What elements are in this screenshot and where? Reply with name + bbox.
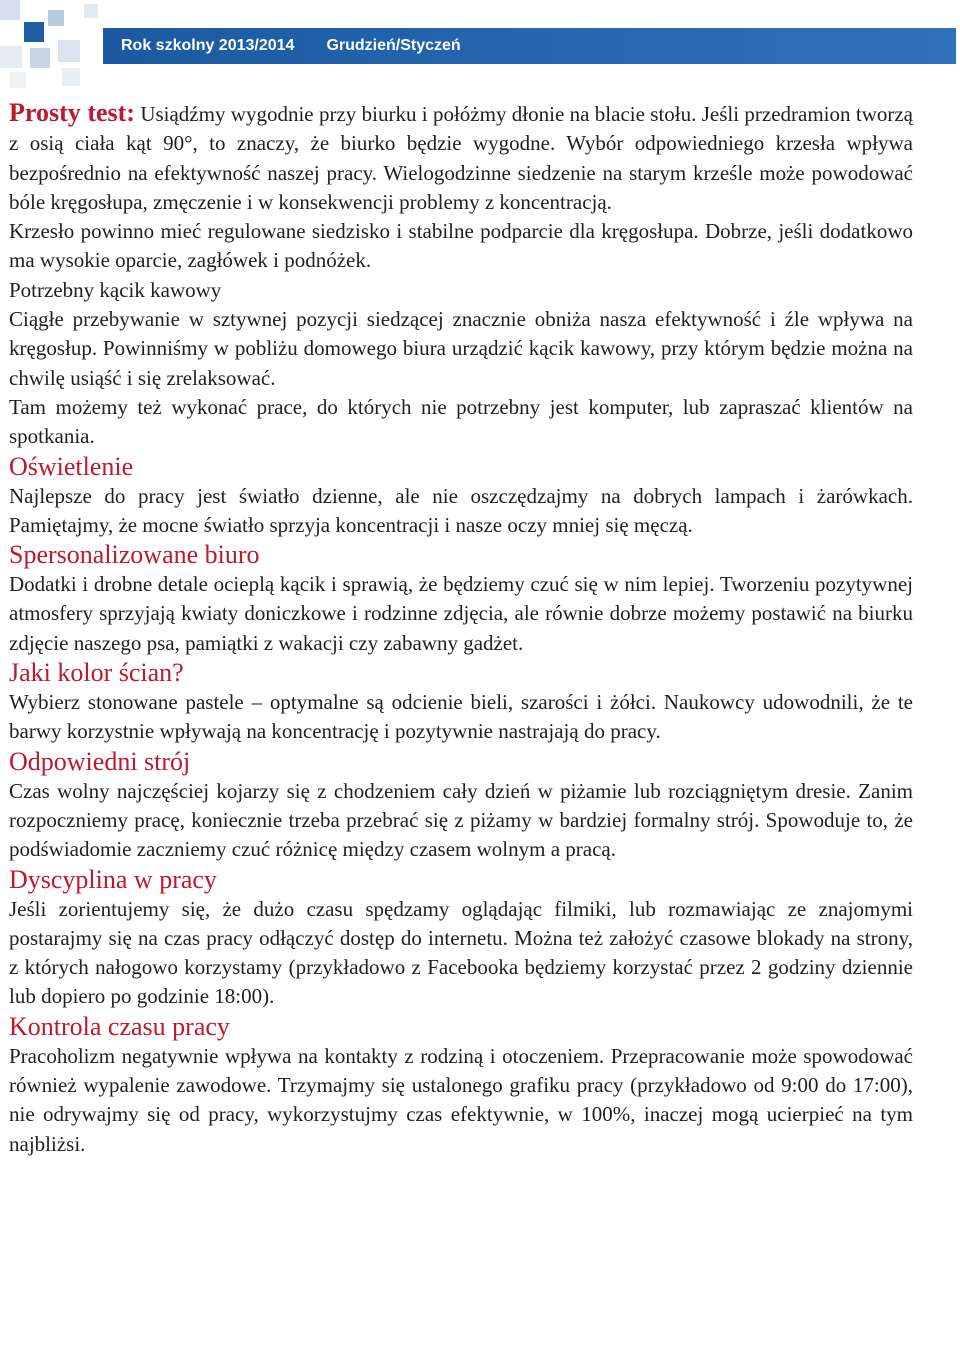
intro-lead: Prosty test: bbox=[9, 98, 135, 127]
section-text-wall-color: Wybierz stonowane pastele – optymalne są odcienie bieli, szarości i żółci. Naukowcy udowodnili, że te barwy korzystnie wpływają na koncentrację i pozytywnie nastrajają do pracy. bbox=[9, 690, 913, 744]
section-text-lighting: Najlepsze do pracy jest światło dzienne, ale nie oszczędzajmy na dobrych lampach i żarówkach. Pamiętajmy, że mocne światło sprzyja koncentracji i nasze oczy mniej się męczą. bbox=[9, 483, 913, 537]
section-heading-outfit: Odpowiedni strój bbox=[9, 746, 191, 776]
header-bar bbox=[103, 28, 956, 64]
coffee-corner-subheading: Potrzebny kącik kawowy bbox=[9, 277, 222, 302]
section-heading-time-control: Kontrola czasu pracy bbox=[9, 1011, 230, 1041]
intro-text: Usiądźmy wygodnie przy biurku i połóżmy dłonie na blacie stołu. Jeśli przedramion tworzą z osią ciała kąt 90°, to znaczy, że biurko będzie wygodne. Wybór odpowiedniego krzesła wpływa bezpośrednio na efektywność naszej pracy. Wielogodzinne siedzenie na starym krześle może powodować bóle kręgosłupa, zmęczenie i w konsekwencji problemy z koncentracją. bbox=[9, 102, 913, 214]
section-heading-discipline: Dyscyplina w pracy bbox=[9, 864, 217, 894]
chair-paragraph: Krzesło powinno mieć regulowane siedzisko i stabilne podparcie dla kręgosłupa. Dobrze, jeśli dodatkowo ma wysokie oparcie, zagłówek i podnóżek. bbox=[9, 219, 913, 273]
section-heading-personalized-office: Spersonalizowane biuro bbox=[9, 540, 260, 570]
page-header bbox=[0, 0, 960, 92]
section-text-discipline: Jeśli zorientujemy się, że dużo czasu spędzamy oglądając filmiki, lub rozmawiając ze znajomymi postarajmy się na czas pracy odłączyć dostęp do internetu. Można też założyć czasowe blokady na strony, z których nałogowo korzystamy (przykładowo z Facebooka będziemy korzystać przez 2 godziny dziennie lub dopiero po godzinie 18:00). bbox=[9, 896, 913, 1009]
section-text-outfit: Czas wolny najczęściej kojarzy się z chodzeniem cały dzień w piżamie lub rozciągniętym dresie. Zanim rozpoczniemy pracę, koniecznie trzeba przebrać się z piżamy w bardziej formalny strój. Spowoduje to, że podświadomie zaczniemy czuć różnicę między czasem wolnym a pracą. bbox=[9, 778, 913, 862]
logo-squares-decoration bbox=[0, 0, 110, 92]
issue-month-label: Grudzień/Styczeń bbox=[326, 37, 461, 54]
section-text-personalized-office: Dodatki i drobne detale ocieplą kącik i sprawią, że będziemy czuć się w nim lepiej. Tworzeniu pozytywnej atmosfery sprzyjają kwiaty doniczkowe i rodzinne zdjęcia, ale równie dobrze możemy postawić na biurku zdjęcie naszego psa, pamiątki z wakacji czy zabawny gadżet. bbox=[9, 572, 913, 655]
intro-paragraph bbox=[9, 98, 913, 217]
article-body bbox=[9, 98, 913, 1159]
coffee-corner-paragraph-2: Tam możemy też wykonać prace, do których nie potrzebny jest komputer, lub zapraszać klientów na spotkania. bbox=[9, 394, 913, 449]
section-heading-wall-color: Jaki kolor ścian? bbox=[9, 658, 184, 688]
coffee-corner-paragraph: Ciągłe przebywanie w sztywnej pozycji siedzącej znacznie obniża nasza efektywność i źle wpływa na kręgosłup. Powinniśmy w pobliżu domowego biura urządzić kącik kawowy, przy którym będzie można na chwilę usiąść i się zrelaksować. bbox=[9, 307, 913, 390]
section-heading-lighting: Oświetlenie bbox=[9, 451, 134, 481]
school-year-label: Rok szkolny 2013/2014 bbox=[121, 37, 295, 54]
section-text-time-control: Pracoholizm negatywnie wpływa na kontakty z rodziną i otoczeniem. Przepracowanie może spowodować również wypalenie zawodowe. Trzymajmy się ustalonego grafiku pracy (przykładowo od 9:00 do 17:00), nie odrywajmy się od pracy, wykorzystujmy czas efektywnie, w 100%, inaczej mogą ucierpieć na tym najbliżsi. bbox=[9, 1043, 913, 1156]
